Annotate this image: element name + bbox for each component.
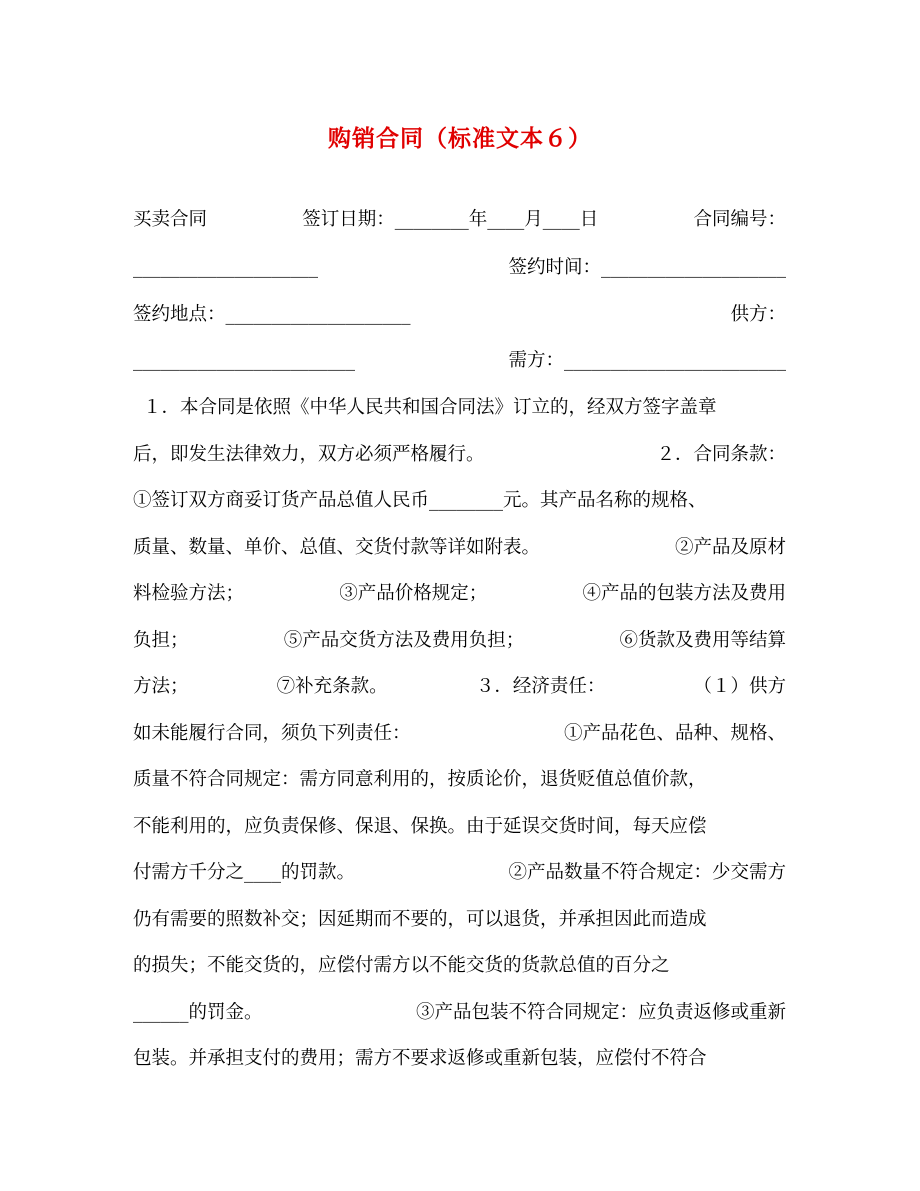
sign-date-field: 签订日期：________年____月____日	[302, 209, 599, 230]
body-line	[133, 853, 786, 893]
body-text-segment: ⑥货款及费用等结算	[619, 629, 786, 651]
body-text-segment: ③产品包装不符合同规定：应负责返修或重新	[415, 1001, 786, 1023]
body-text-segment: （１）供方	[693, 676, 786, 697]
body-text-segment: ２．合同条款：	[656, 443, 786, 465]
body-line	[143, 388, 796, 428]
body-text-segment: 包装。并承担支付的费用；需方不要求返修或重新包装，应偿付不符合	[133, 1048, 707, 1069]
body-text-segment: 后，即发生法律效力，双方必须严格履行。	[133, 443, 485, 465]
body-text-segment: 质量、数量、单价、总值、交货付款等详如附表。	[133, 536, 541, 558]
sign-time-field: 签约时间：____________________	[508, 257, 786, 278]
contract-type-label: 买卖合同	[133, 209, 208, 230]
buyer-field: 需方：________________________	[508, 350, 786, 371]
body-text-segment: 仍有需要的照数补交；因延期而不要的，可以退货，并承担因此而造成	[133, 908, 707, 930]
header-line-3	[133, 295, 786, 335]
body-line	[133, 574, 786, 614]
body-text-segment: 如未能履行合同，须负下列责任：	[133, 722, 411, 744]
body-text-segment: 负担；	[133, 629, 189, 651]
document-title: 购销合同（标准文本６）	[328, 125, 592, 152]
body-text-segment: 不能利用的，应负责保修、保退、保换。由于延误交货时间，每天应偿	[133, 815, 707, 837]
body-text-segment: 的损失；不能交货的，应偿付需方以不能交货的货款总值的百分之	[133, 955, 670, 976]
body-line	[133, 435, 786, 475]
body-text-segment: ⑤产品交货方法及费用负担；	[283, 629, 525, 651]
contract-number-label: 合同编号：	[693, 209, 786, 230]
header-line-2	[133, 248, 786, 288]
body-text-segment: ④产品的包装方法及费用	[582, 583, 786, 604]
header-line-1	[133, 200, 786, 240]
body-text-segment: 付需方千分之____的罚款。	[133, 862, 356, 883]
body-line	[133, 946, 786, 986]
body-line	[133, 993, 786, 1033]
body-text-segment: ⑦补充条款。	[276, 676, 388, 697]
body-line	[133, 667, 786, 707]
body-line	[133, 760, 786, 800]
supplier-label: 供方：	[730, 304, 786, 325]
body-line	[133, 621, 786, 661]
body-text-segment: １．本合同是依照《中华人民共和国合同法》订立的，经双方签字盖章	[143, 397, 717, 418]
body-text-segment: 方法；	[133, 676, 189, 697]
header-line-4	[133, 341, 786, 381]
body-line	[133, 807, 786, 847]
body-text-segment: 料检验方法；	[133, 583, 245, 604]
body-text-segment: ①产品花色、品种、规格、	[563, 722, 786, 744]
sign-place-field: 签约地点：____________________	[133, 304, 411, 325]
body-line	[133, 714, 786, 754]
body-line	[133, 900, 786, 940]
supplier-blank: ________________________	[133, 350, 355, 371]
body-line	[133, 481, 786, 521]
body-text-segment: ③产品价格规定；	[339, 583, 488, 604]
body-line	[133, 1039, 786, 1079]
contract-number-blank: ____________________	[133, 257, 318, 278]
body-line	[133, 528, 786, 568]
body-text-segment: ______的罚金。	[133, 1001, 263, 1023]
body-text-segment: ①签订双方商妥订货产品总值人民币________元。其产品名称的规格、	[133, 490, 707, 511]
body-text-segment: ②产品数量不符合规定：少交需方	[508, 862, 786, 883]
body-text-segment: 质量不符合同规定：需方同意利用的，按质论价，退货贬值总值价款，	[133, 769, 707, 790]
body-text-segment: ②产品及原材	[674, 536, 786, 558]
body-text-segment: ３．经济责任：	[475, 676, 606, 697]
